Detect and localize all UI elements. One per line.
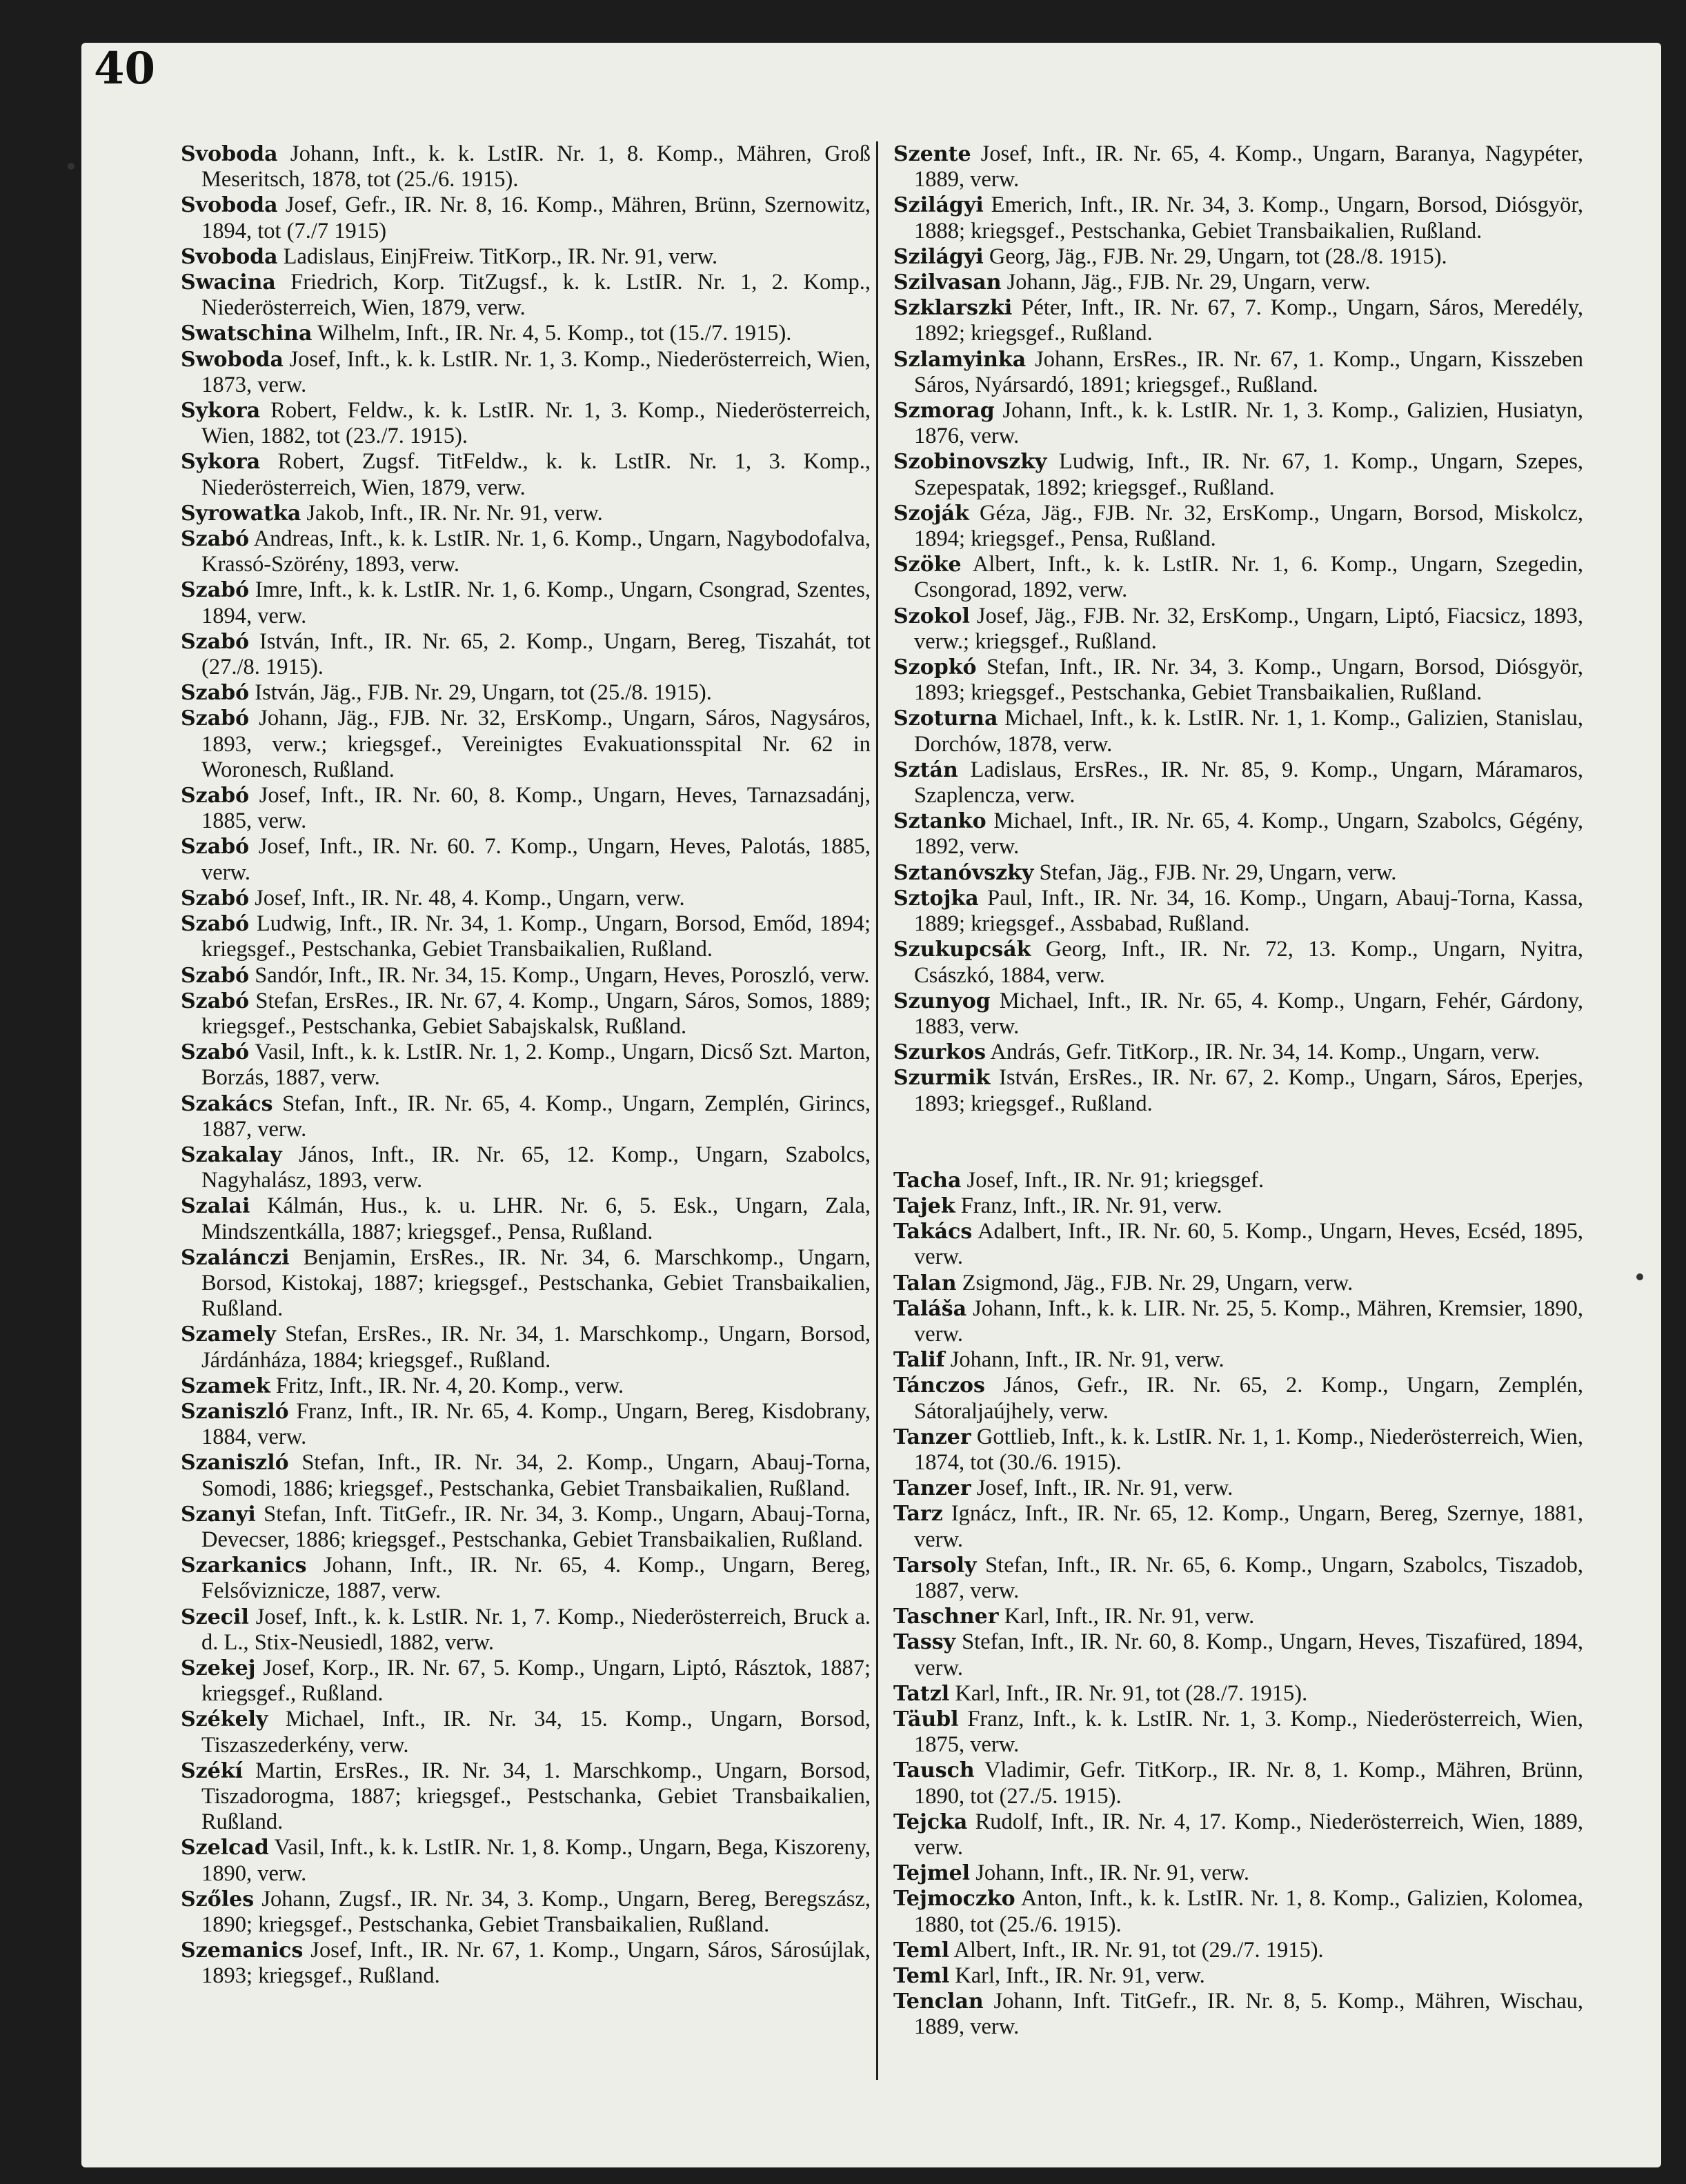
entry-surname: Szabó (181, 578, 250, 603)
entry-surname: Tarsoly (893, 1553, 977, 1578)
entry-details: Adalbert, Inft., IR. Nr. 60, 5. Komp., Ungarn, Heves, Ecséd, 1895, verw. (914, 1219, 1583, 1270)
right-column (893, 141, 1583, 2041)
entry-surname: Szabó (181, 835, 250, 860)
entry-details: Michael, Inft., IR. Nr. 65, 4. Komp., Ungarn, Fehér, Gárdony, 1883, verw. (914, 988, 1583, 1039)
entry-details: Stefan, Inft., IR. Nr. 60, 8. Komp., Ungarn, Heves, Tiszafüred, 1894, verw. (914, 1629, 1584, 1680)
entry-details: Josef, Inft., IR. Nr. 48, 4. Komp., Ungarn, verw. (255, 885, 685, 911)
entry-surname: Teml (893, 1964, 950, 1989)
entry-details: Josef, Inft., IR. Nr. 67, 1. Komp., Ungarn, Sáros, Sárosújlak, 1893; kriegsgef., Rußland. (201, 1938, 871, 1989)
entry-surname: Szokol (893, 604, 970, 628)
register-entry (893, 1065, 1583, 1116)
entry-surname: Talif (893, 1348, 945, 1373)
entry-surname: Szabó (181, 681, 250, 706)
register-entry (181, 449, 871, 500)
register-entry (181, 1399, 871, 1450)
column-divider (876, 141, 878, 2080)
entry-surname: Szabó (181, 886, 250, 911)
entry-details: Péter, Inft., IR. Nr. 67, 7. Komp., Ungarn, Sáros, Meredély, 1892; kriegsgef., Rußland. (914, 295, 1583, 346)
entry-details: Stefan, ErsRes., IR. Nr. 67, 4. Komp., Ungarn, Sáros, Somos, 1889; kriegsgef., Pestschanka, Gebiet Sabajskalsk, Rußland. (201, 988, 871, 1039)
t-entries (893, 1168, 1583, 2041)
register-entry (181, 886, 871, 911)
entry-surname: Tacha (893, 1168, 962, 1193)
entry-surname: Sykora (181, 399, 261, 424)
entry-surname: Sztán (893, 757, 958, 782)
entry-details: Martin, ErsRes., IR. Nr. 34, 1. Marschkomp., Ungarn, Borsod, Tiszadorogma, 1887; kriegsgef., Pestschanka, Gebiet Transbaikalien, Rußland. (201, 1758, 871, 1835)
register-entry (181, 1091, 871, 1142)
entry-surname: Szente (893, 142, 971, 166)
register-entry (181, 1193, 871, 1244)
register-entry (181, 834, 871, 885)
entry-surname: Täubl (893, 1707, 959, 1731)
entry-surname: Szamek (181, 1373, 270, 1398)
entry-surname: Szabó (181, 706, 250, 731)
entry-details: Georg, Jäg., FJB. Nr. 29, Ungarn, tot (28./8. 1915). (989, 244, 1447, 269)
entry-surname: Teml (893, 1938, 950, 1963)
entry-details: Gottlieb, Inft., k. k. LstIR. Nr. 1, 1. Komp., Niederösterreich, Wien, 1874, tot (30./6. 1915). (914, 1424, 1584, 1475)
register-entry (893, 192, 1583, 244)
register-entry (181, 1887, 871, 1938)
entry-surname: Tejmoczko (893, 1887, 1015, 1912)
register-entry (893, 808, 1583, 860)
entry-surname: Szakalay (181, 1142, 282, 1167)
register-entry (893, 501, 1583, 552)
register-entry (893, 1758, 1583, 1809)
entry-surname: Szunyog (893, 989, 991, 1013)
entry-details: Johann, Inft., IR. Nr. 91, verw. (950, 1347, 1224, 1373)
entry-details: Johann, Inft., IR. Nr. 65, 4. Komp., Ungarn, Bereg, Felsőviznicze, 1887, verw. (201, 1553, 871, 1604)
entry-surname: Szecil (181, 1605, 249, 1629)
entry-details: Albert, Inft., k. k. LstIR. Nr. 1, 6. Komp., Ungarn, Szegedin, Csongorad, 1892, verw. (914, 552, 1583, 603)
entry-details: Géza, Jäg., FJB. Nr. 32, ErsKomp., Ungarn, Borsod, Miskolcz, 1894; kriegsgef., Pensa, Rußland. (914, 500, 1583, 552)
entry-surname: Tatzl (893, 1681, 950, 1706)
entry-details: Josef, Gefr., IR. Nr. 8, 16. Komp., Mähren, Brünn, Szernowitz, 1894, tot (7./7 1915) (201, 192, 871, 244)
register-entry (893, 1963, 1583, 1989)
entry-details: András, Gefr. TitKorp., IR. Nr. 34, 14. Komp., Ungarn, verw. (990, 1040, 1540, 1065)
register-entry (893, 1373, 1583, 1424)
entry-details: Wilhelm, Inft., IR. Nr. 4, 5. Komp., tot (15./7. 1915). (317, 321, 792, 346)
entry-details: Johann, ErsRes., IR. Nr. 67, 1. Komp., Ungarn, Kisszeben Sáros, Nyársardó, 1891; kriegsgef., Rußland. (914, 346, 1584, 397)
entry-surname: Taláša (893, 1296, 967, 1321)
entry-details: Johann, Inft., k. k. LIR. Nr. 25, 5. Komp., Mähren, Kremsier, 1890, verw. (914, 1295, 1583, 1347)
register-entry (893, 989, 1583, 1040)
register-entry (893, 1424, 1583, 1476)
register-entry (181, 911, 871, 962)
entry-surname: Tejmel (893, 1861, 971, 1886)
entry-details: István, ErsRes., IR. Nr. 67, 2. Komp., Ungarn, Sáros, Eperjes, 1893; kriegsgef., Rußland. (914, 1065, 1584, 1116)
entry-details: Josef, Inft., k. k. LstIR. Nr. 1, 3. Komp., Niederösterreich, Wien, 1873, verw. (201, 346, 871, 397)
register-entry (181, 706, 871, 783)
entry-surname: Székí (181, 1758, 243, 1783)
entry-details: Albert, Inft., IR. Nr. 91, tot (29./7. 1915). (953, 1937, 1324, 1963)
entry-details: Franz, Inft., IR. Nr. 65, 4. Komp., Ungarn, Bereg, Kisdobrany, 1884, verw. (201, 1398, 871, 1450)
entry-details: Johann, Inft. TitGefr., IR. Nr. 8, 5. Komp., Mähren, Wischau, 1889, verw. (914, 1989, 1584, 2040)
register-entry (893, 1296, 1583, 1347)
register-entry (893, 347, 1583, 398)
entry-details: Josef, Korp., IR. Nr. 67, 5. Komp., Ungarn, Liptó, Rásztok, 1887; kriegsgef., Rußland. (201, 1655, 871, 1707)
entry-details: Stefan, Inft., IR. Nr. 65, 4. Komp., Ungarn, Zemplén, Girincs, 1887, verw. (201, 1091, 871, 1142)
entry-surname: Swatschina (181, 321, 313, 346)
entry-details: Emerich, Inft., IR. Nr. 34, 3. Komp., Ungarn, Borsod, Diósgyör, 1888; kriegsgef., Pestschanka, Gebiet Transbaikalien, Rußland. (914, 192, 1584, 244)
register-entry (181, 347, 871, 398)
register-entry (181, 192, 871, 244)
entry-details: Johann, Inft., k. k. LstIR. Nr. 1, 3. Komp., Galizien, Husiatyn, 1876, verw. (914, 398, 1584, 449)
entry-details: Josef, Inft., k. k. LstIR. Nr. 1, 7. Komp., Niederösterreich, Bruck a. d. L., Stix-Neusiedl, 1882, verw. (201, 1604, 871, 1655)
register-entry (181, 1373, 871, 1399)
entry-surname: Swoboda (181, 347, 284, 372)
register-entry (893, 1860, 1583, 1886)
entry-details: Paul, Inft., IR. Nr. 34, 16. Komp., Ungarn, Abauj-Torna, Kassa, 1889; kriegsgef., Assbabad, Rußland. (914, 885, 1584, 937)
entry-surname: Szamely (181, 1322, 276, 1347)
register-entry (181, 1245, 871, 1322)
entry-surname: Szabó (181, 1040, 250, 1065)
entry-surname: Szukupcsák (893, 937, 1031, 962)
scan-speck (1636, 1273, 1643, 1280)
entry-surname: Taschner (893, 1605, 999, 1629)
entry-details: Michael, Inft., k. k. LstIR. Nr. 1, 1. Komp., Galizien, Stanislau, Dorchów, 1878, verw. (914, 706, 1584, 757)
entry-surname: Swacina (181, 270, 276, 295)
register-entry (893, 1271, 1583, 1296)
entry-details: Vasil, Inft., k. k. LstIR. Nr. 1, 2. Komp., Ungarn, Dicső Szt. Marton, Borzás, 1887, verw. (201, 1040, 871, 1091)
entry-details: Anton, Inft., k. k. LstIR. Nr. 1, 8. Komp., Galizien, Kolomea, 1880, tot (25./6. 1915). (914, 1886, 1583, 1937)
entry-details: Josef, Inft., IR. Nr. 60, 8. Komp., Ungarn, Heves, Tarnazsadánj, 1885, verw. (201, 783, 871, 834)
entry-surname: Szurkos (893, 1040, 986, 1065)
entry-details: Friedrich, Korp. TitZugsf., k. k. LstIR. Nr. 1, 2. Komp., Niederösterreich, Wien, 1879, verw. (201, 270, 871, 321)
entry-surname: Svoboda (181, 193, 278, 218)
entry-details: Karl, Inft., IR. Nr. 91, verw. (955, 1963, 1205, 1989)
entry-surname: Szobinovszky (893, 450, 1047, 475)
register-entry (181, 501, 871, 526)
register-entry (893, 1193, 1583, 1219)
entry-surname: Szőles (181, 1887, 255, 1912)
entry-surname: Szmorag (893, 399, 995, 424)
register-entry (893, 244, 1583, 270)
entry-surname: Tassy (893, 1630, 956, 1655)
register-entry (181, 1450, 871, 1501)
register-entry (893, 552, 1583, 603)
entry-surname: Szöke (893, 553, 962, 577)
entry-details: Stefan, Inft., IR. Nr. 34, 3. Komp., Ungarn, Borsod, Diósgyör, 1893; kriegsgef., Pestschanka, Gebiet Transbaikalien, Rußland. (914, 655, 1583, 706)
register-entry (181, 963, 871, 989)
entry-details: Imre, Inft., k. k. LstIR. Nr. 1, 6. Komp., Ungarn, Csongrad, Szentes, 1894, verw. (201, 577, 871, 628)
register-entry (893, 1629, 1583, 1680)
entry-surname: Tejcka (893, 1809, 968, 1834)
entry-surname: Tanzer (893, 1424, 971, 1449)
entry-details: Georg, Inft., IR. Nr. 72, 13. Komp., Ungarn, Nyitra, Császkó, 1884, verw. (914, 937, 1584, 988)
entry-surname: Szanyi (181, 1502, 256, 1527)
register-entry (893, 757, 1583, 808)
register-entry (181, 1707, 871, 1758)
entry-details: Karl, Inft., IR. Nr. 91, tot (28./7. 1915). (955, 1680, 1308, 1706)
entry-surname: Szemanics (181, 1938, 304, 1963)
entry-surname: Szlamyinka (893, 347, 1027, 372)
register-entry (893, 886, 1583, 937)
entry-details: Stefan, Inft. TitGefr., IR. Nr. 34, 3. Komp., Ungarn, Abauj-Torna, Devecser, 1886; kriegsgef., Pestschanka, Gebiet Transbaikalien, Rußland. (201, 1501, 871, 1552)
register-entry (893, 1681, 1583, 1707)
entry-surname: Szakács (181, 1091, 273, 1116)
entry-details: Josef, Inft., IR. Nr. 60. 7. Komp., Ungarn, Heves, Palotás, 1885, verw. (201, 834, 871, 885)
entry-surname: Sztanko (893, 809, 986, 834)
register-entry (181, 680, 871, 706)
entry-details: Franz, Inft., IR. Nr. 91, verw. (960, 1193, 1222, 1218)
register-entry (893, 1347, 1583, 1373)
register-entry (893, 449, 1583, 500)
entry-details: Josef, Inft., IR. Nr. 91; kriegsgef. (966, 1167, 1264, 1193)
page-number: 40 (94, 43, 156, 95)
register-entry (893, 604, 1583, 655)
entry-details: Jakob, Inft., IR. Nr. Nr. 91, verw. (306, 500, 603, 526)
register-entry (893, 1553, 1583, 1604)
entry-surname: Székely (181, 1707, 268, 1732)
entry-details: Sandór, Inft., IR. Nr. 34, 15. Komp., Ungarn, Heves, Poroszló, verw. (255, 962, 870, 988)
register-entry (181, 989, 871, 1040)
register-entry (893, 860, 1583, 886)
entry-surname: Talan (893, 1271, 957, 1295)
register-entry (893, 270, 1583, 295)
entry-details: Stefan, Jäg., FJB. Nr. 29, Ungarn, verw. (1039, 860, 1397, 885)
entry-surname: Syrowatka (181, 501, 301, 526)
entry-details: Robert, Feldw., k. k. LstIR. Nr. 1, 3. Komp., Niederösterreich, Wien, 1882, tot (23./7. 1915). (201, 398, 871, 449)
register-entry (181, 270, 871, 321)
register-entry (893, 1168, 1583, 1193)
sz-entries (893, 141, 1583, 1117)
section-gap (893, 1117, 1583, 1168)
scan-speck (68, 163, 75, 170)
entry-details: Johann, Zugsf., IR. Nr. 34, 3. Komp., Ungarn, Bereg, Beregszász, 1890; kriegsgef., Pestschanka, Gebiet Transbaikalien, Rußland. (201, 1886, 871, 1938)
register-entry (893, 1604, 1583, 1629)
register-entry (181, 1502, 871, 1553)
register-entry (181, 526, 871, 577)
register-entry (181, 1758, 871, 1836)
register-entry (181, 244, 871, 270)
register-entry (181, 1040, 871, 1091)
entry-surname: Szoturna (893, 706, 998, 731)
entry-surname: Takács (893, 1220, 973, 1244)
entry-surname: Szabó (181, 912, 250, 937)
register-entry (181, 1553, 871, 1604)
register-entry (181, 629, 871, 680)
entry-surname: Szarkanics (181, 1553, 307, 1578)
register-entry (181, 141, 871, 192)
entry-surname: Szilvasan (893, 270, 1002, 295)
entry-surname: Tarz (893, 1502, 943, 1527)
entry-surname: Szabó (181, 989, 250, 1013)
entry-surname: Tanzer (893, 1476, 971, 1501)
entry-surname: Szabó (181, 963, 250, 988)
entry-details: István, Inft., IR. Nr. 65, 2. Komp., Ungarn, Bereg, Tiszahát, tot (27./8. 1915). (201, 628, 871, 680)
entry-surname: Sztojka (893, 886, 979, 911)
register-entry (893, 1886, 1583, 1937)
entry-surname: Szalai (181, 1194, 250, 1219)
entry-details: Ladislaus, ErsRes., IR. Nr. 85, 9. Komp., Ungarn, Máramaros, Szaplencza, verw. (914, 757, 1584, 808)
entry-surname: Szabó (181, 527, 250, 552)
entry-details: Josef, Jäg., FJB. Nr. 32, ErsKomp., Ungarn, Liptó, Fiacsicz, 1893, verw.; kriegsgef., Rußland. (914, 603, 1583, 654)
register-entry (893, 1040, 1583, 1065)
register-entry (181, 1835, 871, 1886)
register-entry (181, 1605, 871, 1656)
entry-surname: Szabó (181, 784, 250, 808)
entry-surname: Sykora (181, 450, 261, 475)
entry-details: Johann, Jäg., FJB. Nr. 32, ErsKomp., Ungarn, Sáros, Nagysáros, 1893, verw.; kriegsgef., Vereinigtes Evakuationsspital Nr. 62 in Woronesch, Rußland. (201, 706, 871, 782)
register-entry (893, 295, 1583, 346)
entry-details: Benjamin, ErsRes., IR. Nr. 34, 6. Marschkomp., Ungarn, Borsod, Kistokaj, 1887; kriegsgef., Pestschanka, Gebiet Transbaikalien, Rußland. (201, 1244, 871, 1322)
entry-details: Josef, Inft., IR. Nr. 91, verw. (976, 1476, 1233, 1501)
entry-details: Ladislaus, EinjFreiw. TitKorp., IR. Nr. 91, verw. (283, 244, 718, 269)
register-entry (181, 577, 871, 628)
entry-surname: Szklarszki (893, 296, 1013, 321)
entry-surname: Szilágyi (893, 244, 984, 269)
entry-details: Stefan, Inft., IR. Nr. 34, 2. Komp., Ungarn, Abauj-Torna, Somodi, 1886; kriegsgef., Pestschanka, Gebiet Transbaikalien, Rußland. (201, 1450, 871, 1501)
entry-details: János, Gefr., IR. Nr. 65, 2. Komp., Ungarn, Zemplén, Sátoraljaújhely, verw. (914, 1373, 1583, 1424)
entry-details: Robert, Zugsf. TitFeldw., k. k. LstIR. Nr. 1, 3. Komp., Niederösterreich, Wien, 1879, verw. (201, 449, 871, 500)
left-column (181, 141, 871, 1989)
entry-details: Fritz, Inft., IR. Nr. 4, 20. Komp., verw. (275, 1373, 624, 1398)
register-entry (181, 321, 871, 346)
register-entry (893, 398, 1583, 449)
entry-details: Zsigmond, Jäg., FJB. Nr. 29, Ungarn, verw. (962, 1270, 1353, 1295)
entry-surname: Tausch (893, 1758, 975, 1783)
entry-details: Franz, Inft., k. k. LstIR. Nr. 1, 3. Komp., Niederösterreich, Wien, 1875, verw. (914, 1706, 1583, 1758)
register-entry (181, 1656, 871, 1707)
entry-surname: Tenclan (893, 1989, 984, 2014)
register-entry (893, 1707, 1583, 1758)
entry-details: Andreas, Inft., k. k. LstIR. Nr. 1, 6. Komp., Ungarn, Nagybodofalva, Krassó-Szörény, 1893, verw. (201, 526, 871, 577)
register-entry (181, 783, 871, 834)
entry-details: Vladimir, Gefr. TitKorp., IR. Nr. 8, 1. Komp., Mähren, Brünn, 1890, tot (27./5. 1915). (914, 1758, 1583, 1809)
entry-surname: Szopkó (893, 655, 977, 680)
entry-details: Vasil, Inft., k. k. LstIR. Nr. 1, 8. Komp., Ungarn, Bega, Kiszoreny, 1890, verw. (201, 1835, 871, 1886)
register-entry (181, 1938, 871, 1989)
entry-details: Ludwig, Inft., IR. Nr. 34, 1. Komp., Ungarn, Borsod, Emőd, 1894; kriegsgef., Pestschanka, Gebiet Transbaikalien, Rußland. (201, 911, 871, 962)
entry-details: Michael, Inft., IR. Nr. 34, 15. Komp., Ungarn, Borsod, Tiszaszederkény, verw. (201, 1707, 871, 1758)
entry-details: Johann, Jäg., FJB. Nr. 29, Ungarn, verw. (1006, 270, 1371, 295)
entry-details: Johann, Inft., k. k. LstIR. Nr. 1, 8. Komp., Mähren, Groß Meseritsch, 1878, tot (25./6. 1915). (201, 141, 871, 192)
entry-details: Stefan, Inft., IR. Nr. 65, 6. Komp., Ungarn, Szabolcs, Tiszadob, 1887, verw. (914, 1552, 1583, 1603)
register-entry (181, 398, 871, 449)
register-entry (181, 1142, 871, 1193)
entry-details: János, Inft., IR. Nr. 65, 12. Komp., Ungarn, Szabolcs, Nagyhalász, 1893, verw. (201, 1142, 871, 1193)
entry-surname: Svoboda (181, 142, 278, 166)
entry-surname: Szurmik (893, 1066, 991, 1091)
register-entry (893, 655, 1583, 706)
entry-details: Rudolf, Inft., IR. Nr. 4, 17. Komp., Niederösterreich, Wien, 1889, verw. (914, 1809, 1584, 1860)
entry-surname: Szoják (893, 501, 969, 526)
entry-surname: Szaniszló (181, 1451, 289, 1476)
entry-details: Johann, Inft., IR. Nr. 91, verw. (975, 1860, 1250, 1886)
register-entry (893, 1476, 1583, 1501)
entry-surname: Szabó (181, 629, 250, 654)
entry-details: István, Jäg., FJB. Nr. 29, Ungarn, tot (25./8. 1915). (255, 680, 712, 706)
entry-details: Stefan, ErsRes., IR. Nr. 34, 1. Marschkomp., Ungarn, Borsod, Járdánháza, 1884; kriegsgef., Rußland. (201, 1322, 871, 1373)
entry-surname: Tánczos (893, 1373, 985, 1398)
entry-details: Ludwig, Inft., IR. Nr. 67, 1. Komp., Ungarn, Szepes, Szepespatak, 1892; kriegsgef., Rußland. (914, 449, 1584, 500)
entry-details: Josef, Inft., IR. Nr. 65, 4. Komp., Ungarn, Baranya, Nagypéter, 1889, verw. (914, 141, 1584, 192)
entry-surname: Svoboda (181, 244, 278, 269)
entry-surname: Szaniszló (181, 1399, 289, 1424)
register-entry (893, 1989, 1583, 2040)
register-entry (893, 706, 1583, 757)
register-entry (893, 1219, 1583, 1270)
entry-details: Michael, Inft., IR. Nr. 65, 4. Komp., Ungarn, Szabolcs, Gégény, 1892, verw. (914, 808, 1584, 860)
register-entry (181, 1322, 871, 1373)
entry-details: Kálmán, Hus., k. u. LHR. Nr. 6, 5. Esk., Ungarn, Zala, Mindszentkálla, 1887; kriegsgef., Pensa, Rußland. (201, 1193, 871, 1244)
register-entry (893, 1809, 1583, 1860)
entry-surname: Szilágyi (893, 193, 984, 218)
register-entry (893, 1938, 1583, 1963)
entry-surname: Szekej (181, 1656, 256, 1680)
entry-surname: Szelcad (181, 1836, 269, 1860)
register-entry (893, 1501, 1583, 1552)
entry-surname: Tajek (893, 1193, 955, 1218)
entry-surname: Sztanóvszky (893, 860, 1034, 885)
entry-details: Ignácz, Inft., IR. Nr. 65, 12. Komp., Ungarn, Bereg, Szernye, 1881, verw. (914, 1501, 1584, 1552)
entry-surname: Szalánczi (181, 1245, 290, 1270)
register-entry (893, 937, 1583, 988)
register-entry (893, 141, 1583, 192)
entry-details: Karl, Inft., IR. Nr. 91, verw. (1004, 1604, 1255, 1629)
